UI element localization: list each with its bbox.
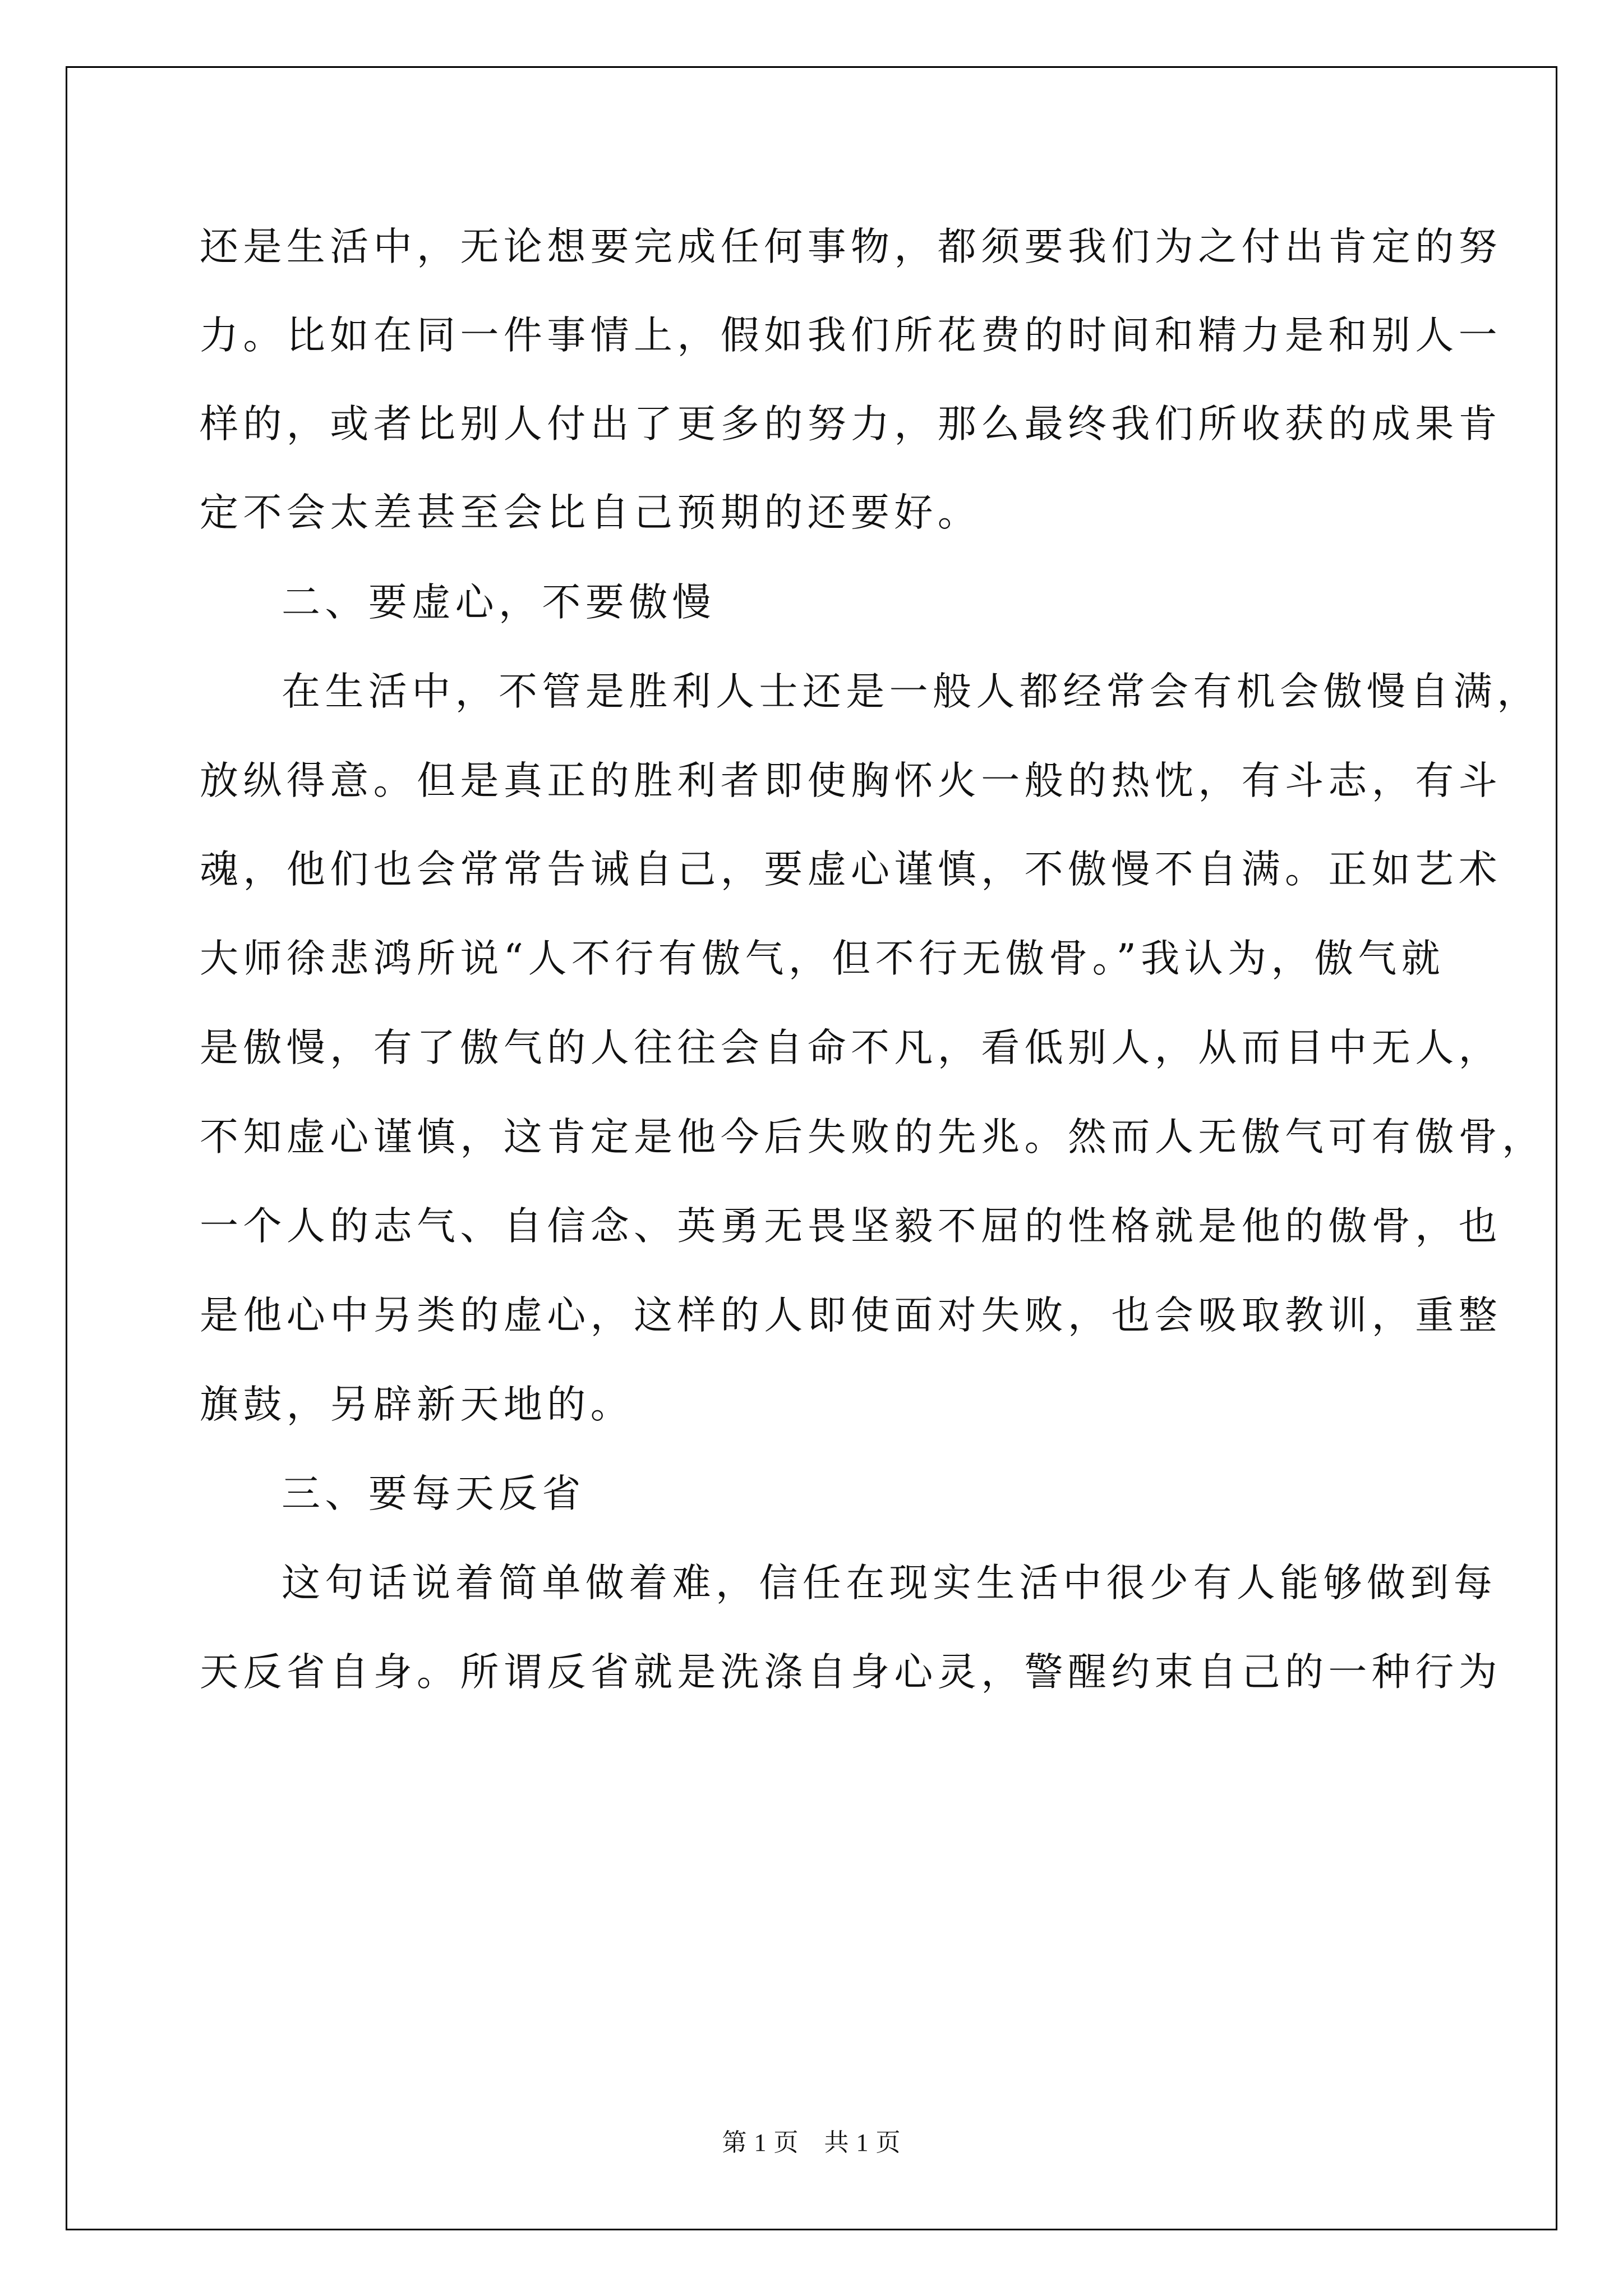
paragraph-line: 力。比如在同一件事情上，假如我们所花费的时间和精力是和别人一 <box>200 313 1502 358</box>
paragraph-line: 放纵得意。但是真正的胜利者即使胸怀火一般的热忱，有斗志，有斗 <box>200 758 1502 803</box>
paragraph-line: 这句话说着简单做着难，信任在现实生活中很少有人能够做到每 <box>282 1561 1497 1605</box>
paragraph-line: 大师徐悲鸿所说“人不行有傲气，但不行无傲骨。”我认为，傲气就 <box>200 936 1445 981</box>
paragraph-line: 是傲慢，有了傲气的人往往会自命不凡，看低别人，从而目中无人， <box>200 1025 1502 1070</box>
paragraph-line: 定不会太差甚至会比自己预期的还要好。 <box>200 490 981 535</box>
page-number-footer: 第 1 页 共 1 页 <box>722 2129 901 2156</box>
paragraph-line: 是他心中另类的虚心，这样的人即使面对失败，也会吸取教训，重整 <box>200 1293 1502 1338</box>
paragraph-line: 旗鼓，另辟新天地的。 <box>200 1382 634 1427</box>
paragraph-line: 还是生活中，无论想要完成任何事物，都须要我们为之付出肯定的努 <box>200 224 1502 269</box>
paragraph-line: 在生活中，不管是胜利人士还是一般人都经常会有机会傲慢自满， <box>282 669 1541 714</box>
section-heading: 三、要每天反省 <box>282 1471 585 1516</box>
paragraph-line: 天反省自身。所谓反省就是洗涤自身心灵，警醒约束自己的一种行为 <box>200 1650 1502 1695</box>
paragraph-line: 不知虚心谨慎，这肯定是他今后失败的先兆。然而人无傲气可有傲骨， <box>200 1115 1546 1159</box>
paragraph-line: 一个人的志气、自信念、英勇无畏坚毅不屈的性格就是他的傲骨，也 <box>200 1204 1502 1249</box>
section-heading: 二、要虚心，不要傲慢 <box>282 580 716 625</box>
paragraph-line: 样的，或者比别人付出了更多的努力，那么最终我们所收获的成果肯 <box>200 402 1502 447</box>
paragraph-line: 魂，他们也会常常告诫自己，要虚心谨慎，不傲慢不自满。正如艺术 <box>200 847 1502 892</box>
